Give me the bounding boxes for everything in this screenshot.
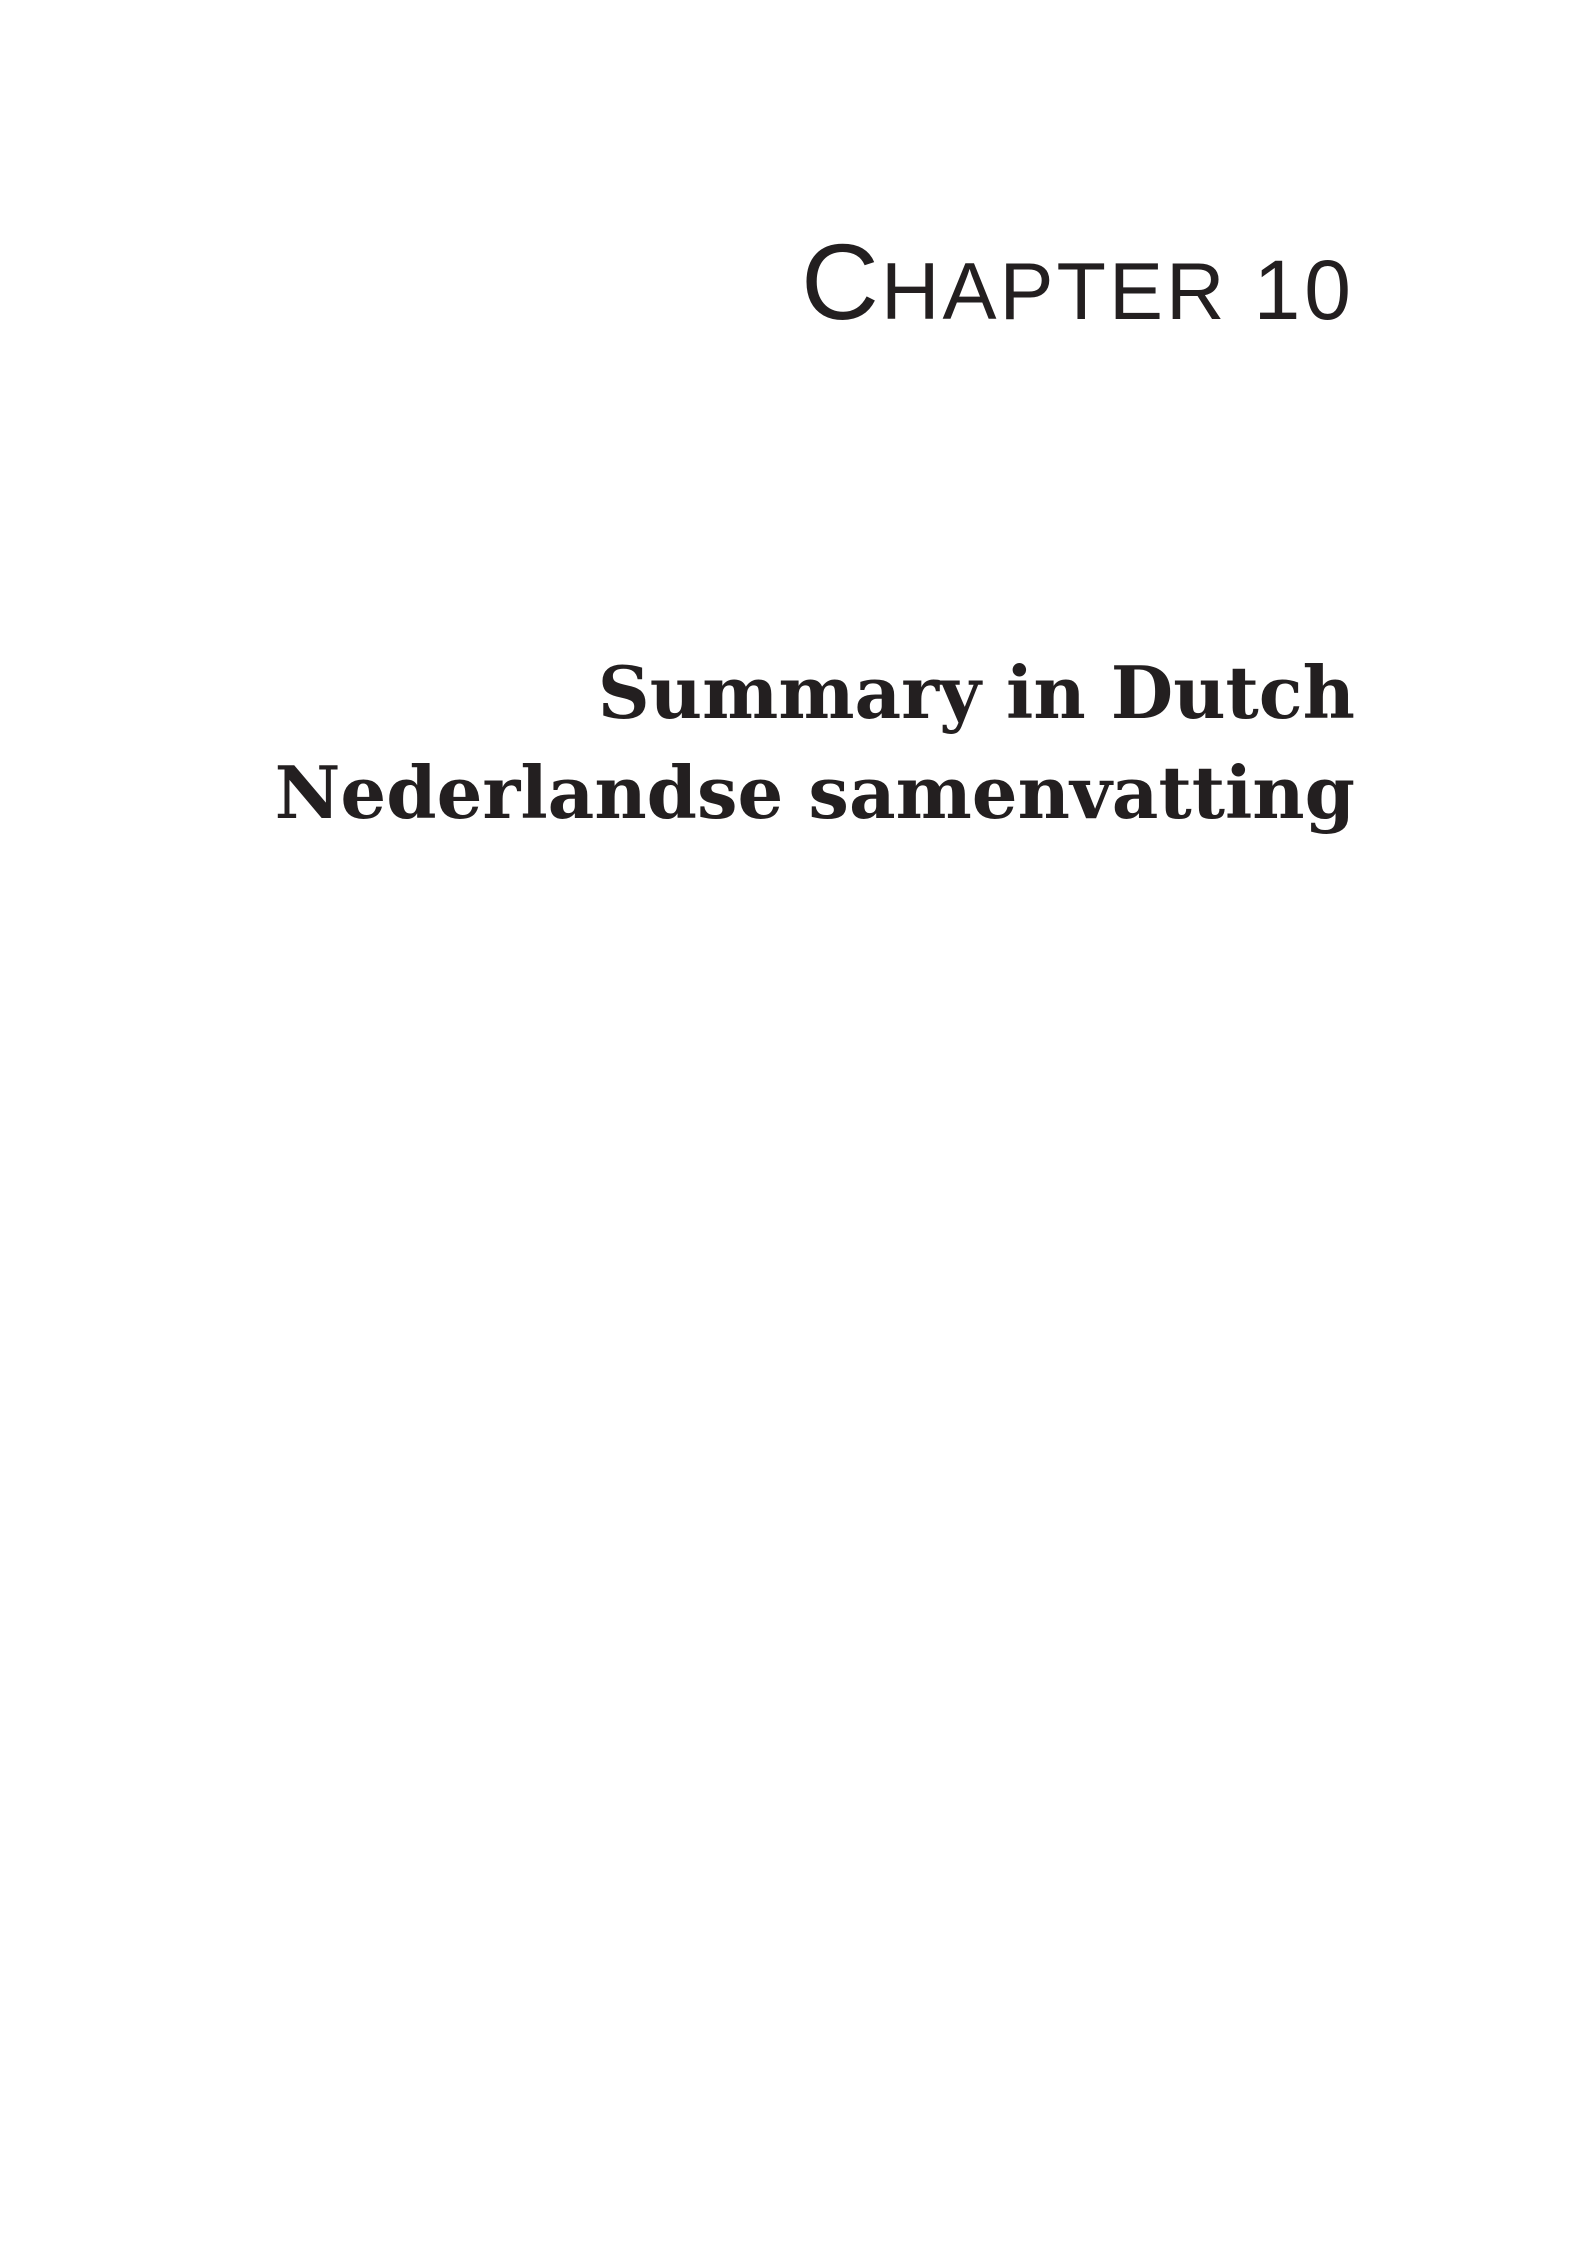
chapter-word-initial: C [801,221,881,342]
chapter-number: 10 [1253,243,1355,337]
page-title [275,643,1355,843]
chapter-heading [801,221,1355,369]
chapter-word-rest: HAPTER [881,247,1228,337]
title-line-dutch: Nederlandse samenvatting [274,750,1355,835]
title-line-english: Summary in Dutch [597,650,1355,735]
